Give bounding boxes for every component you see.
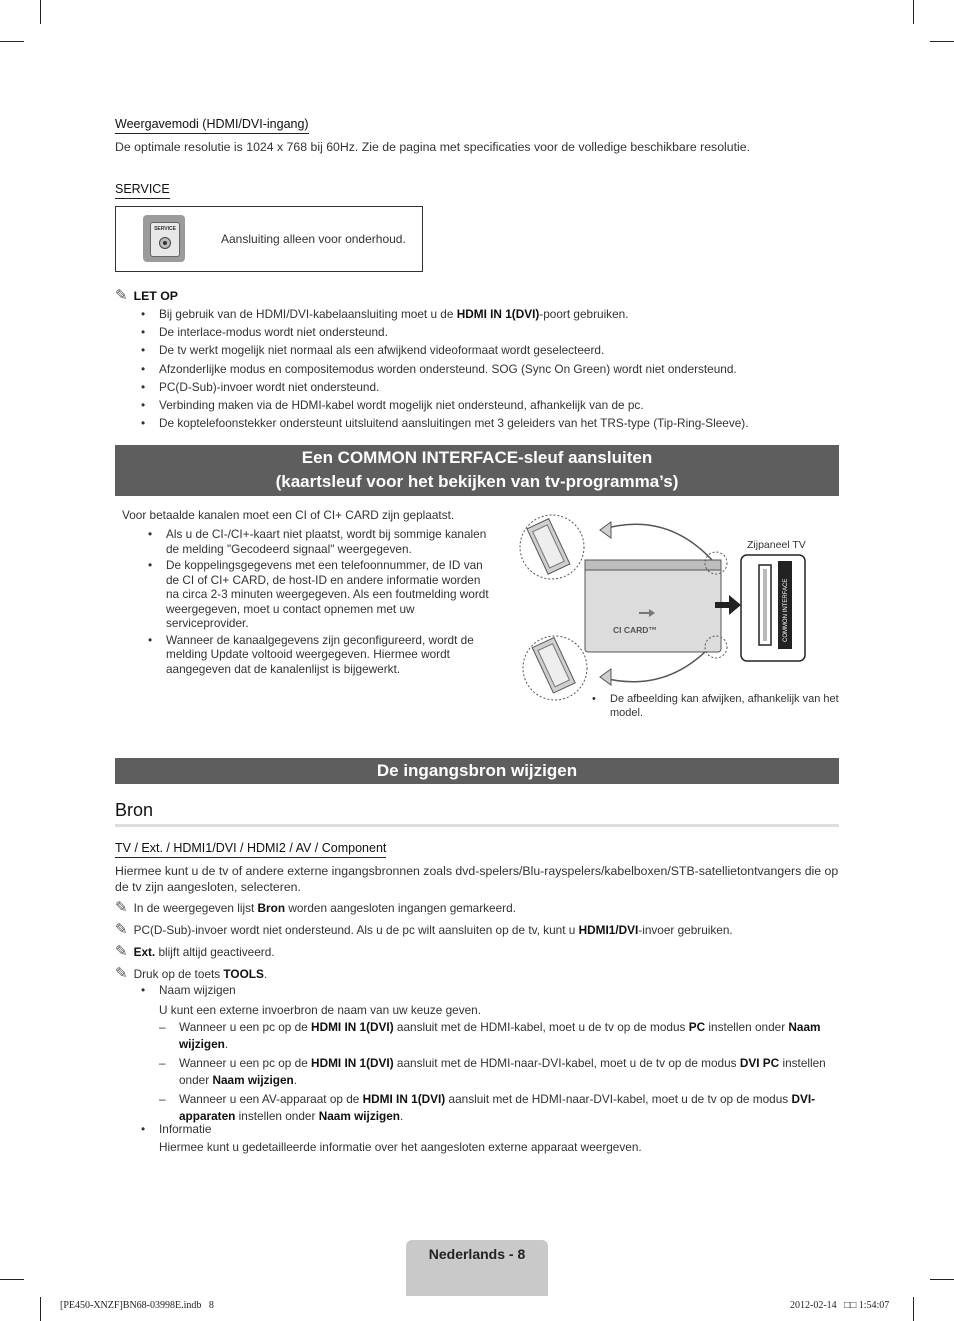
display-modes-title: Weergavemodi (HDMI/DVI-ingang)	[115, 117, 309, 134]
bron-note	[115, 919, 839, 941]
info-block: • Informatie Hiermee kunt u gedetailleerde informatie over het aangesloten externe apparaat weergeven.	[138, 1120, 838, 1156]
bron-note-bold: Ext.	[133, 945, 156, 959]
note-item	[115, 341, 839, 359]
note-header	[115, 286, 178, 304]
rename-case	[159, 1019, 838, 1052]
footer-file: [PE450-XNZF]BN68-03998E.indb 8	[60, 1300, 214, 1311]
rename-case-part: .	[399, 1108, 404, 1123]
rename-case	[159, 1055, 838, 1088]
figure-caption: • De afbeelding kan afwijken, afhankelijk van het model.	[592, 693, 839, 719]
ci-card-label: CI CARD™	[613, 625, 657, 635]
info-text: Hiermee kunt u gedetailleerde informatie over het aangesloten externe apparaat weergeven.	[159, 1140, 642, 1155]
footer-date: 2012-02-14 □□ 1:54:07	[790, 1300, 890, 1311]
rename-case-part: .	[224, 1036, 229, 1051]
rename-case-part: HDMI IN 1(DVI)	[311, 1056, 394, 1071]
rename-case-part: aansluit met de HDMI-naar-DVI-kabel, moet u de tv op de modus	[393, 1056, 740, 1071]
note-list	[115, 305, 839, 432]
crop-mark	[0, 1279, 24, 1280]
rename-case-part: aansluit met de HDMI-kabel, moet u de tv op de modus	[393, 1020, 689, 1035]
ci-section-banner	[115, 445, 839, 496]
tv-side-panel-label: Zijpaneel TV	[747, 539, 806, 551]
note-item	[115, 360, 839, 378]
crop-mark	[913, 0, 914, 24]
note-item-pre: De interlace-modus wordt niet ondersteund.	[159, 325, 388, 340]
note-item-pre: Verbinding maken via de HDMI-kabel wordt mogelijk niet ondersteund, afhankelijk van de pc.	[159, 398, 644, 413]
note-item-pre: Afzonderlijke modus en compositemodus worden ondersteund. SOG (Sync On Green) wordt niet ondersteund.	[159, 361, 737, 376]
bron-note-bold: TOOLS	[223, 967, 264, 981]
display-modes-text: De optimale resolutie is 1024 x 768 bij 60Hz. Zie de pagina met specificaties voor de volledige beschikbare resolutie.	[115, 140, 751, 154]
service-text: Aansluiting alleen voor onderhoud.	[221, 232, 406, 246]
note-item	[115, 305, 839, 323]
bron-subtitle: TV / Ext. / HDMI1/DVI / HDMI2 / AV / Component	[115, 841, 386, 858]
crop-mark	[913, 1297, 914, 1321]
note-item	[115, 378, 839, 396]
service-port-label: SERVICE	[154, 226, 176, 232]
bron-note	[115, 941, 839, 963]
rename-cases	[138, 1019, 838, 1124]
ci-list-item: • Wanneer de kanaalgegevens zijn geconfigureerd, wordt de melding Update voltooid weergegeven. Hiermee wordt aangegeven dat de kanalenlijst is bijgewerkt.	[122, 633, 490, 677]
pencil-note-icon: ✎	[115, 921, 128, 938]
note-item-pre: De koptelefoonstekker ondersteunt uitsluitend aansluitingen met 3 geleiders van het TRS-type (Tip-Ring-Sleeve).	[159, 416, 749, 431]
bron-note-pre: In de weergegeven lijst	[133, 901, 258, 915]
bron-notes	[115, 897, 839, 985]
bron-note-pre: PC(D-Sub)-invoer wordt niet ondersteund. Als u de pc wilt aansluiten op de tv, kunt u	[133, 923, 579, 937]
bron-heading: Bron	[115, 800, 839, 827]
rename-case-part: instellen onder	[235, 1108, 319, 1123]
rename-case-part: Wanneer u een pc op de	[179, 1020, 312, 1035]
ci-intro: Voor betaalde kanalen moet een CI of CI+ CARD zijn geplaatst.	[122, 508, 455, 522]
page-number-tab	[406, 1240, 548, 1296]
rename-case-part: Naam wijzigen	[212, 1072, 294, 1087]
common-interface-slot-label: COMMON INTERFACE	[783, 578, 789, 642]
rename-case-part: aansluit met de HDMI-naar-DVI-kabel, moet u de tv op de modus	[445, 1092, 792, 1107]
rename-case-part: PC	[688, 1020, 706, 1035]
rename-case-part: HDMI IN 1(DVI)	[362, 1092, 446, 1107]
pencil-note-icon: ✎	[115, 287, 128, 304]
note-item-pre: PC(D-Sub)-invoer wordt niet ondersteund.	[159, 379, 380, 394]
note-item	[115, 396, 839, 414]
ci-card-illustration	[515, 505, 840, 705]
rename-case-part: Naam wijzigen	[318, 1108, 400, 1123]
source-section-banner: De ingangsbron wijzigen	[115, 758, 839, 784]
rename-case-part: Wanneer u een pc op de	[179, 1056, 312, 1071]
note-item	[115, 323, 839, 341]
bron-note-pre: Druk op de toets	[133, 967, 224, 981]
rename-block: • Naam wijzigen U kunt een externe invoerbron de naam van uw keuze geven. – Wanneer u een pc op de HDMI IN 1(DVI) aansluit met de HDMI-kabel, moet u de tv op de modus PC instellen onder Naam wijzigen. – Wanneer u een pc op de HDMI IN 1(DVI) aansluit met de HDMI-naar-DVI-kabel, moet u de tv op de modus DVI PC instellen onder Naam wijzigen. – Wanneer u een AV-apparaat op de HDMI IN 1(DVI) aansluit met de HDMI-naar-DVI-kabel, moet u de tv op de modus DVI-apparaten instellen onder Naam wijzigen.	[138, 981, 838, 1127]
service-title: SERVICE	[115, 182, 170, 199]
crop-mark	[40, 1297, 41, 1321]
bron-note	[115, 897, 839, 919]
note-item-post: -poort gebruiken.	[539, 307, 629, 321]
info-title: Informatie	[159, 1122, 212, 1136]
ci-banner-line1: Een COMMON INTERFACE-sleuf aansluiten	[301, 448, 653, 467]
note-item-pre: De tv werkt mogelijk niet normaal als een afwijkend videoformaat wordt geselecteerd.	[159, 343, 605, 358]
ci-banner-line2: (kaartsleuf voor het bekijken van tv-programma’s)	[275, 472, 679, 491]
crop-mark	[0, 41, 24, 42]
ci-list-item: • Als u de CI-/CI+-kaart niet plaatst, wordt bij sommige kanalen de melding "Gecodeerd signaal" weergegeven.	[122, 527, 490, 556]
rename-case-part: Naam wijzigen	[179, 1020, 821, 1051]
page-label: Nederlands - 8	[428, 1246, 526, 1262]
note-item-bold: HDMI IN 1(DVI)	[456, 307, 540, 321]
ci-list-item: • De koppelingsgegevens met een telefoonnummer, de ID van de CI of CI+ CARD, de host-ID en andere informatie worden na circa 2-3 minuten weergegeven. Als een foutmelding wordt weergegeven, moet u contact opnemen met uw serviceprovider.	[122, 558, 490, 631]
bron-note-post: .	[263, 967, 268, 981]
note-item-pre: Bij gebruik van de HDMI/DVI-kabelaansluiting moet u de	[159, 307, 457, 321]
crop-mark	[930, 41, 954, 42]
crop-mark	[40, 0, 41, 24]
rename-case-part: .	[293, 1072, 298, 1087]
bron-note-post: -invoer gebruiken.	[638, 923, 733, 937]
service-port-icon	[143, 215, 185, 262]
rename-case-part: instellen onder	[179, 1056, 826, 1087]
rename-case-part: instellen onder	[705, 1020, 789, 1035]
note-item	[115, 414, 839, 432]
bron-note-post: worden aangesloten ingangen gemarkeerd.	[285, 901, 516, 915]
rename-case-part: HDMI IN 1(DVI)	[311, 1020, 394, 1035]
crop-mark	[930, 1279, 954, 1280]
service-box	[115, 206, 423, 272]
note-title: LET OP	[133, 289, 178, 303]
bron-note-post: blijft altijd geactiveerd.	[155, 945, 275, 959]
pencil-note-icon: ✎	[115, 965, 128, 982]
rename-case-part: Wanneer u een AV-apparaat op de	[179, 1092, 363, 1107]
rename-title: Naam wijzigen	[159, 983, 236, 997]
card-insert-top	[527, 519, 570, 574]
bron-intro: Hiermee kunt u de tv of andere externe ingangsbronnen zoals dvd-spelers/Blu-rayspelers/kabelboxen/STB-satellietontvangers die op de tv zijn aangesloten, selecteren.	[115, 864, 839, 894]
bron-note-bold: HDMI1/DVI	[578, 923, 639, 937]
rename-text: U kunt een externe invoerbron de naam van uw keuze geven.	[159, 1003, 481, 1018]
bron-note-bold: Bron	[257, 901, 286, 915]
pencil-note-icon: ✎	[115, 943, 128, 960]
rename-case-part: DVI PC	[739, 1056, 780, 1071]
pencil-note-icon: ✎	[115, 899, 128, 916]
rename-case-part: DVI-apparaten	[179, 1092, 816, 1123]
ci-list	[122, 527, 490, 678]
